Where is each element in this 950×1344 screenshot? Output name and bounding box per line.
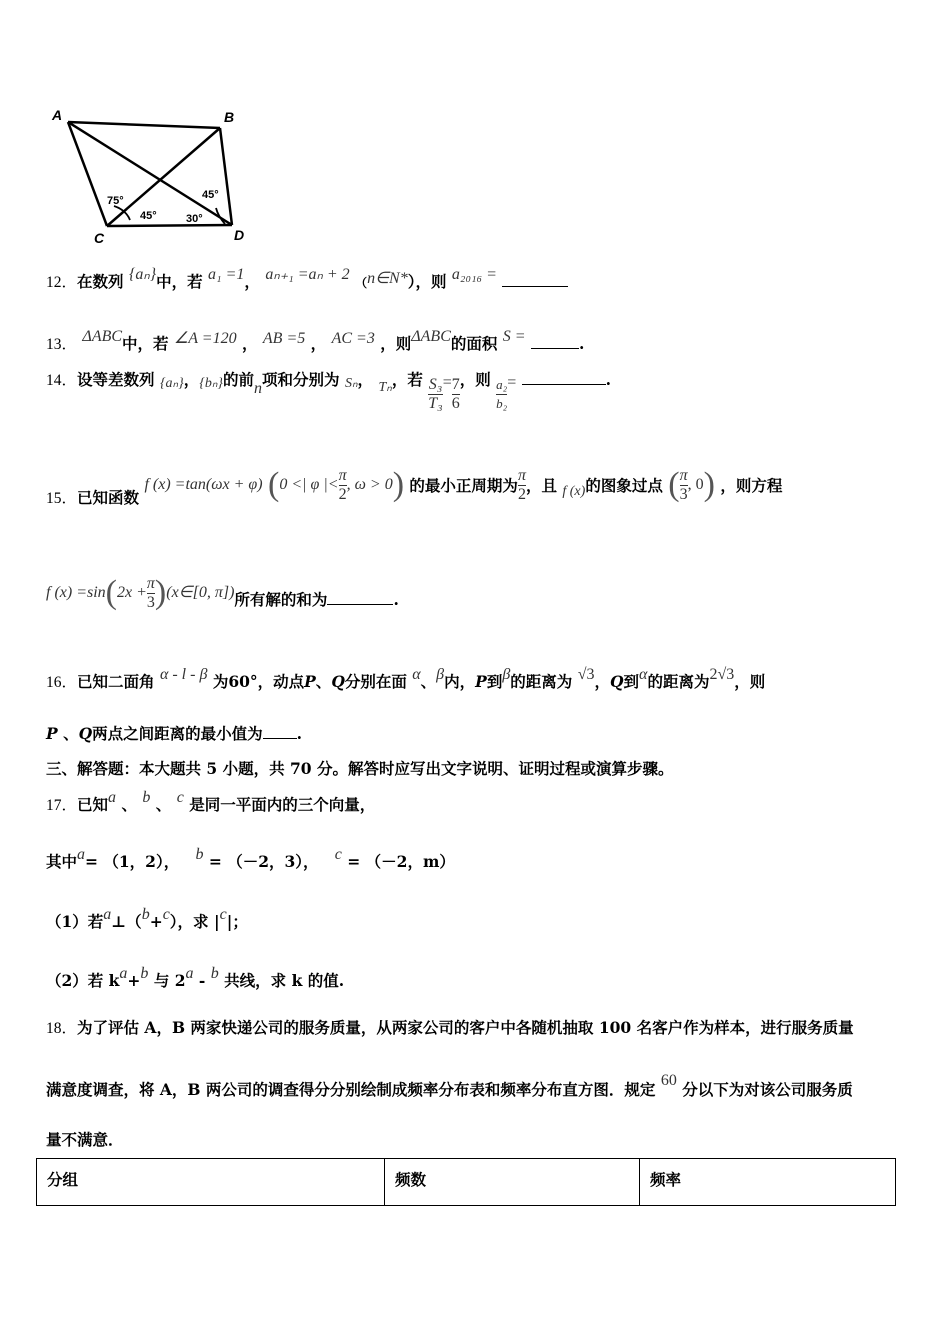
math-q: Q xyxy=(331,672,345,691)
question-number: 15． xyxy=(46,490,78,507)
text: 到 xyxy=(486,672,503,691)
numerator: π xyxy=(338,466,347,484)
text: . xyxy=(605,369,612,389)
math-sequence-b: {bₙ} xyxy=(199,375,224,391)
math-beta: β xyxy=(502,666,511,683)
math-ac: AC =3 xyxy=(331,330,375,347)
vector-a: a xyxy=(108,789,117,806)
text: ，且 xyxy=(525,476,557,495)
math-equation: 2x + xyxy=(117,584,147,601)
text: 与 2 xyxy=(153,971,186,990)
paren-left: ( xyxy=(268,466,280,503)
text: 的距离为 xyxy=(510,672,573,691)
text: ，则方程 xyxy=(720,476,783,495)
text: 已知 xyxy=(77,795,109,814)
text: 已知二面角 xyxy=(77,672,155,691)
text: 、 xyxy=(121,795,137,814)
question-number: 18． xyxy=(46,1020,78,1037)
angle-label-c-inner: 45° xyxy=(140,210,157,222)
text: 分别在面 xyxy=(344,672,407,691)
table-header-cell: 频数 xyxy=(385,1159,640,1206)
math-target: a₂₀₁₆ = xyxy=(451,266,497,283)
text: + xyxy=(127,971,141,990)
quadrilateral-figure xyxy=(40,100,260,250)
denominator: 3 xyxy=(679,485,688,503)
fraction-period xyxy=(518,467,526,504)
text: 分以下为对该公司服务质 xyxy=(682,1080,853,1099)
math-condition: , ω > 0 xyxy=(346,476,393,493)
math-dihedral: α - l - β xyxy=(159,666,208,683)
vector-b: b xyxy=(140,965,149,982)
text: 共线，求 k 的值. xyxy=(224,971,345,990)
math-initial: a₁ =1 xyxy=(208,266,245,283)
text: ， xyxy=(594,672,611,691)
edge-bd xyxy=(220,128,232,225)
question-17-part2 xyxy=(46,965,910,991)
math-2sqrt3: 2√3 xyxy=(709,666,735,683)
vector-a: a xyxy=(185,965,194,982)
text: 满意度调查，将 A，B 两公司的调查得分分别绘制成频率分布表和频率分布直方图．规定 xyxy=(46,1080,656,1099)
text: 已知函数 xyxy=(77,488,140,507)
vector-a: a xyxy=(77,846,86,863)
text: 的面积 xyxy=(450,334,498,353)
table-header-row xyxy=(37,1159,896,1206)
answer-blank[interactable] xyxy=(531,348,579,349)
math-condition: 0 <| φ |< xyxy=(279,476,339,493)
text: ，则 xyxy=(380,334,412,353)
math-alpha: α xyxy=(639,666,648,683)
math-sequence: {aₙ} xyxy=(128,266,157,283)
text: 为了评估 A，B 两家快递公司的服务质量，从两家公司的客户中各随机抽取 100 名客户作为样本，进行服务质量 xyxy=(77,1018,854,1037)
text: - xyxy=(198,971,206,990)
text: 到 xyxy=(623,672,640,691)
text: = （－2，m） xyxy=(347,852,455,871)
edge-ab xyxy=(68,122,220,128)
numerator: π xyxy=(517,466,526,484)
vector-a: a xyxy=(119,965,128,982)
math-beta: β xyxy=(436,666,445,683)
text: ，则 xyxy=(459,369,491,389)
text: 在数列 xyxy=(77,272,124,291)
paren-right: ) xyxy=(703,466,715,503)
question-18 xyxy=(46,1016,910,1038)
text: ），则 xyxy=(407,272,447,291)
text: 设等差数列 xyxy=(77,369,155,389)
text: . xyxy=(393,590,399,609)
vertex-a: A xyxy=(52,107,63,123)
text: = （1，2）， xyxy=(85,852,180,871)
question-12 xyxy=(46,266,910,292)
math-function: f (x) =tan(ωx + φ) xyxy=(144,476,263,493)
answer-blank[interactable] xyxy=(263,738,297,739)
text: （1）若 xyxy=(46,912,104,931)
math-domain: (x∈[0, π]) xyxy=(166,584,235,601)
text: 项和分别为 xyxy=(262,369,340,389)
vector-c: c xyxy=(176,789,184,806)
math-angle: ∠A =120 xyxy=(173,330,237,347)
text: 的最小正周期为 xyxy=(409,476,518,495)
numerator: S₃ xyxy=(428,376,443,393)
question-number: 13． xyxy=(46,336,78,353)
text: |； xyxy=(226,912,248,931)
text: ，则 xyxy=(734,672,766,691)
vector-c: c xyxy=(219,906,227,923)
numerator: π xyxy=(679,466,688,484)
question-15 xyxy=(46,466,910,507)
text: ），求 | xyxy=(169,912,220,931)
question-15-equation xyxy=(46,574,910,612)
text: 中，若 xyxy=(156,272,203,291)
angle-label-c-outer: 75° xyxy=(107,195,124,207)
text: 是同一平面内的三个向量， xyxy=(189,795,376,814)
math-equation: f (x) =sin xyxy=(46,584,106,601)
math-condition: n∈N* xyxy=(367,270,408,287)
text: 中，若 xyxy=(122,334,169,353)
edge-ac xyxy=(68,122,107,226)
math-eq: = xyxy=(442,373,452,391)
math-p: P xyxy=(475,672,487,691)
question-17-part1 xyxy=(46,906,910,932)
math-q: Q xyxy=(78,724,93,743)
answer-blank[interactable] xyxy=(327,604,393,605)
text: 其中 xyxy=(46,852,78,871)
fraction-pi-3 xyxy=(680,467,688,504)
denominator: b₂ xyxy=(496,396,508,411)
text: 的图象过点 xyxy=(585,476,663,495)
angle-label-d-outer: 45° xyxy=(202,189,219,201)
numerator: π xyxy=(146,574,155,592)
text: （ xyxy=(355,276,368,290)
denominator: T₃ xyxy=(428,395,443,412)
text: + xyxy=(149,912,163,931)
vector-b: b xyxy=(195,846,204,863)
text: 为60°，动点 xyxy=(212,672,305,691)
angle-label-d-inner: 30° xyxy=(186,213,203,225)
question-16-line2 xyxy=(46,722,910,744)
frequency-table xyxy=(36,1158,896,1206)
text: 内， xyxy=(444,672,476,691)
vertex-c: C xyxy=(94,230,105,246)
vector-b: b xyxy=(210,965,219,982)
answer-blank[interactable] xyxy=(502,286,568,287)
text: ，若 xyxy=(391,369,423,389)
text: ， xyxy=(310,334,327,353)
text: ， xyxy=(183,369,200,389)
fraction-s3-t3 xyxy=(428,376,442,413)
vector-c: c xyxy=(334,846,342,863)
math-eq: = xyxy=(507,373,517,391)
denominator: 6 xyxy=(451,395,460,412)
fraction-pi-3 xyxy=(147,575,155,612)
vertex-d: D xyxy=(234,227,245,243)
denominator: 2 xyxy=(338,485,347,503)
denominator: 2 xyxy=(517,485,526,503)
text: 的前 xyxy=(223,369,255,389)
question-18-line3: 量不满意． xyxy=(46,1130,124,1149)
text: ， xyxy=(357,369,374,389)
math-p: P xyxy=(46,724,58,743)
math-n: n xyxy=(254,379,263,397)
section-heading: 三、解答题：本大题共 5 小题，共 70 分。解答时应写出文字说明、证明过程或演算步骤。 xyxy=(46,759,674,778)
question-17 xyxy=(46,789,910,815)
math-sequence-a: {aₙ} xyxy=(159,375,184,391)
math-area: S = xyxy=(502,328,526,345)
text: ， xyxy=(244,272,260,291)
text: 、 xyxy=(420,672,437,691)
paren-right: ) xyxy=(154,574,167,611)
text: ， xyxy=(241,334,258,353)
math-fx: f (x) xyxy=(562,484,586,499)
vector-b: b xyxy=(142,789,151,806)
question-14 xyxy=(46,369,910,415)
text: 两点之间距离的最小值为 xyxy=(92,724,263,743)
question-number: 12． xyxy=(46,274,78,291)
table-header-cell: 分组 xyxy=(37,1159,385,1206)
text: . xyxy=(296,724,303,743)
math-triangle: ΔABC xyxy=(411,328,451,345)
text: ⊥（ xyxy=(111,912,142,931)
math-tn: Tₙ xyxy=(378,379,392,395)
paren-left: ( xyxy=(105,574,117,611)
math-alpha: α xyxy=(412,666,421,683)
question-18-line2 xyxy=(46,1072,910,1100)
paren-left: ( xyxy=(668,466,680,503)
math-point: , 0 xyxy=(687,476,704,493)
question-17-given xyxy=(46,846,910,872)
numerator: a₂ xyxy=(496,376,507,395)
question-number: 16． xyxy=(46,674,78,691)
math-ab: AB =5 xyxy=(262,330,306,347)
vector-b: b xyxy=(141,906,150,923)
text: 、 xyxy=(63,724,79,743)
question-number: 17． xyxy=(46,797,78,814)
numerator: 7 xyxy=(451,376,460,393)
vector-a: a xyxy=(103,906,112,923)
text: 、 xyxy=(155,795,172,814)
vertex-b: B xyxy=(224,109,235,125)
question-number: 14． xyxy=(46,371,78,389)
fraction-7-6 xyxy=(452,376,460,413)
text: （2）若 k xyxy=(46,971,120,990)
paren-right: ) xyxy=(392,466,405,503)
math-p: P xyxy=(304,672,316,691)
fraction-a2-b2 xyxy=(496,376,507,413)
question-13 xyxy=(46,328,910,354)
text: 、 xyxy=(315,672,332,691)
math-q: Q xyxy=(610,672,624,691)
vector-c: c xyxy=(162,906,170,923)
text: . xyxy=(578,334,585,353)
math-sn: Sₙ xyxy=(344,375,358,391)
denominator: 3 xyxy=(146,593,155,611)
math-triangle: ΔABC xyxy=(82,328,123,345)
text: = （－2，3）， xyxy=(208,852,319,871)
question-16 xyxy=(46,666,910,692)
math-60: 60 xyxy=(660,1072,677,1089)
answer-blank[interactable] xyxy=(522,384,606,385)
text: 所有解的和为 xyxy=(234,590,328,609)
table-header-cell: 频率 xyxy=(640,1159,896,1206)
math-sqrt3: √3 xyxy=(577,666,595,683)
math-recurrence: aₙ₊₁ =aₙ + 2 xyxy=(265,266,350,283)
text: 的距离为 xyxy=(647,672,710,691)
fraction-pi-2 xyxy=(339,467,347,504)
edge-cd xyxy=(107,225,232,226)
